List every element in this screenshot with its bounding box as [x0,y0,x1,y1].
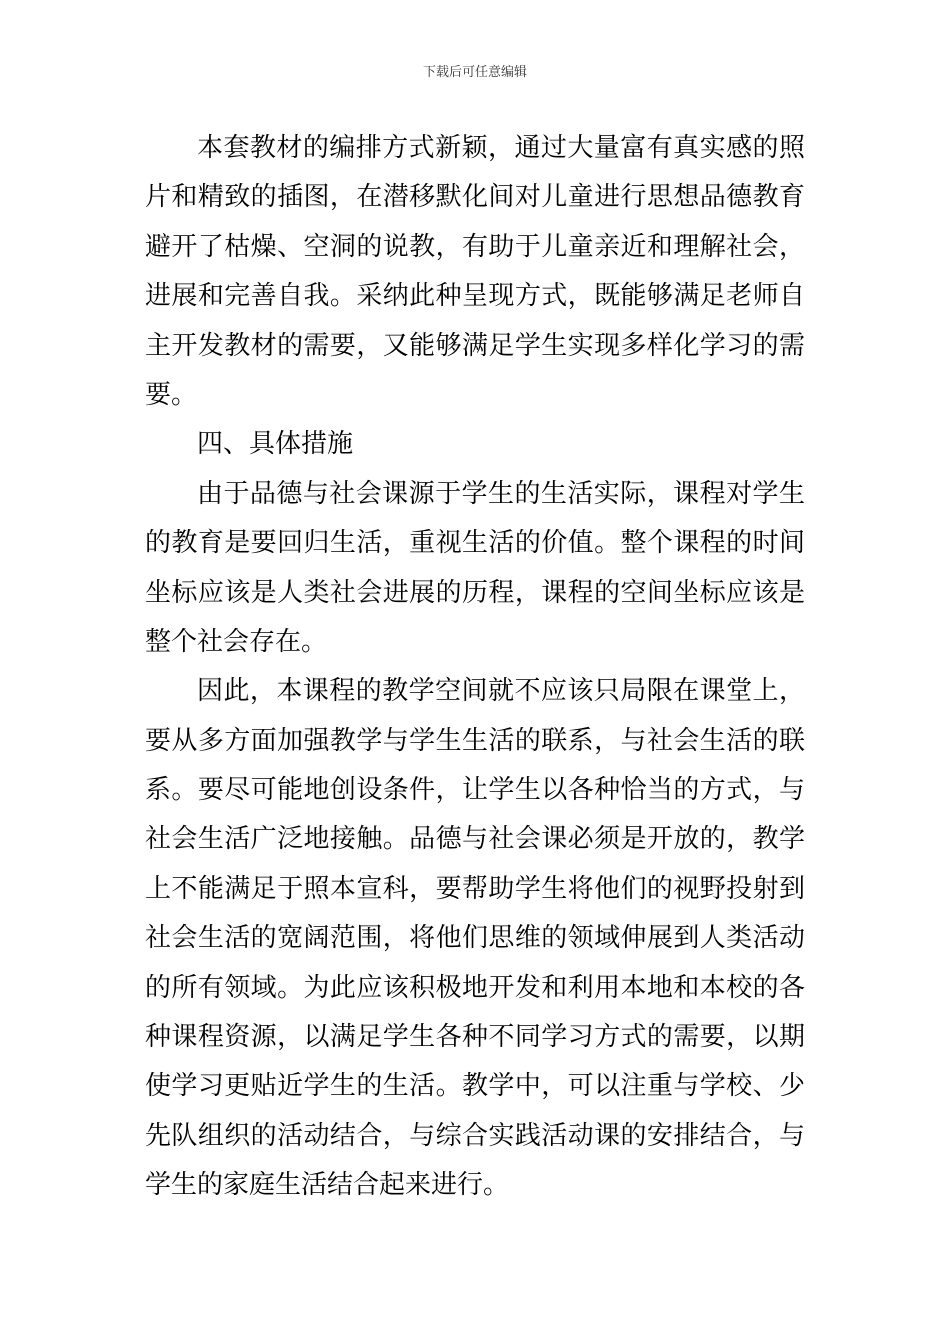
document-body [145,124,805,1211]
text-line: 避开了枯燥、空洞的说教，有助于儿童亲近和理解社会， [145,231,805,262]
text-line: 主开发教材的需要，又能够满足学生实现多样化学习的需 [145,330,805,361]
text-line: 因此，本课程的教学空间就不应该只局限在课堂上， [197,676,805,707]
text-line: 片和精致的插图，在潜移默化间对儿童进行思想品德教育 [145,182,805,213]
text-line: 学生的家庭生活结合起来进行。 [145,1170,510,1201]
text-line: 使学习更贴近学生的生活。教学中，可以注重与学校、少 [145,1071,805,1102]
text-line: 上不能满足于照本宣科，要帮助学生将他们的视野投射到 [145,873,805,904]
text-line: 社会生活的宽阔范围，将他们思维的领域伸展到人类活动 [145,923,805,954]
text-line: 的所有领域。为此应该积极地开发和利用本地和本校的各 [145,972,805,1003]
text-line: 整个社会存在。 [145,626,328,657]
text-line: 系。要尽可能地创设条件，让学生以各种恰当的方式，与 [145,775,805,806]
page-header: 下载后可任意编辑 [422,65,527,80]
text-line: 要从多方面加强教学与学生生活的联系，与社会生活的联 [145,725,805,756]
text-line: 的教育是要回归生活，重视生活的价值。整个课程的时间 [145,528,805,559]
text-line: 坐标应该是人类社会进展的历程，课程的空间坐标应该是 [145,577,805,608]
text-line: 进展和完善自我。采纳此种呈现方式，既能够满足老师自 [145,281,805,312]
text-line: 社会生活广泛地接触。品德与社会课必须是开放的，教学 [145,824,805,855]
text-line: 本套教材的编排方式新颖，通过大量富有真实感的照 [197,133,805,163]
text-line: 由于品德与社会课源于学生的生活实际，课程对学生 [197,478,805,509]
text-line: 要。 [145,379,198,410]
text-line: 种课程资源，以满足学生各种不同学习方式的需要，以期 [145,1022,805,1053]
text-line: 先队组织的活动结合，与综合实践活动课的安排结合，与 [145,1120,805,1151]
section-heading: 四、具体措施 [197,429,354,460]
